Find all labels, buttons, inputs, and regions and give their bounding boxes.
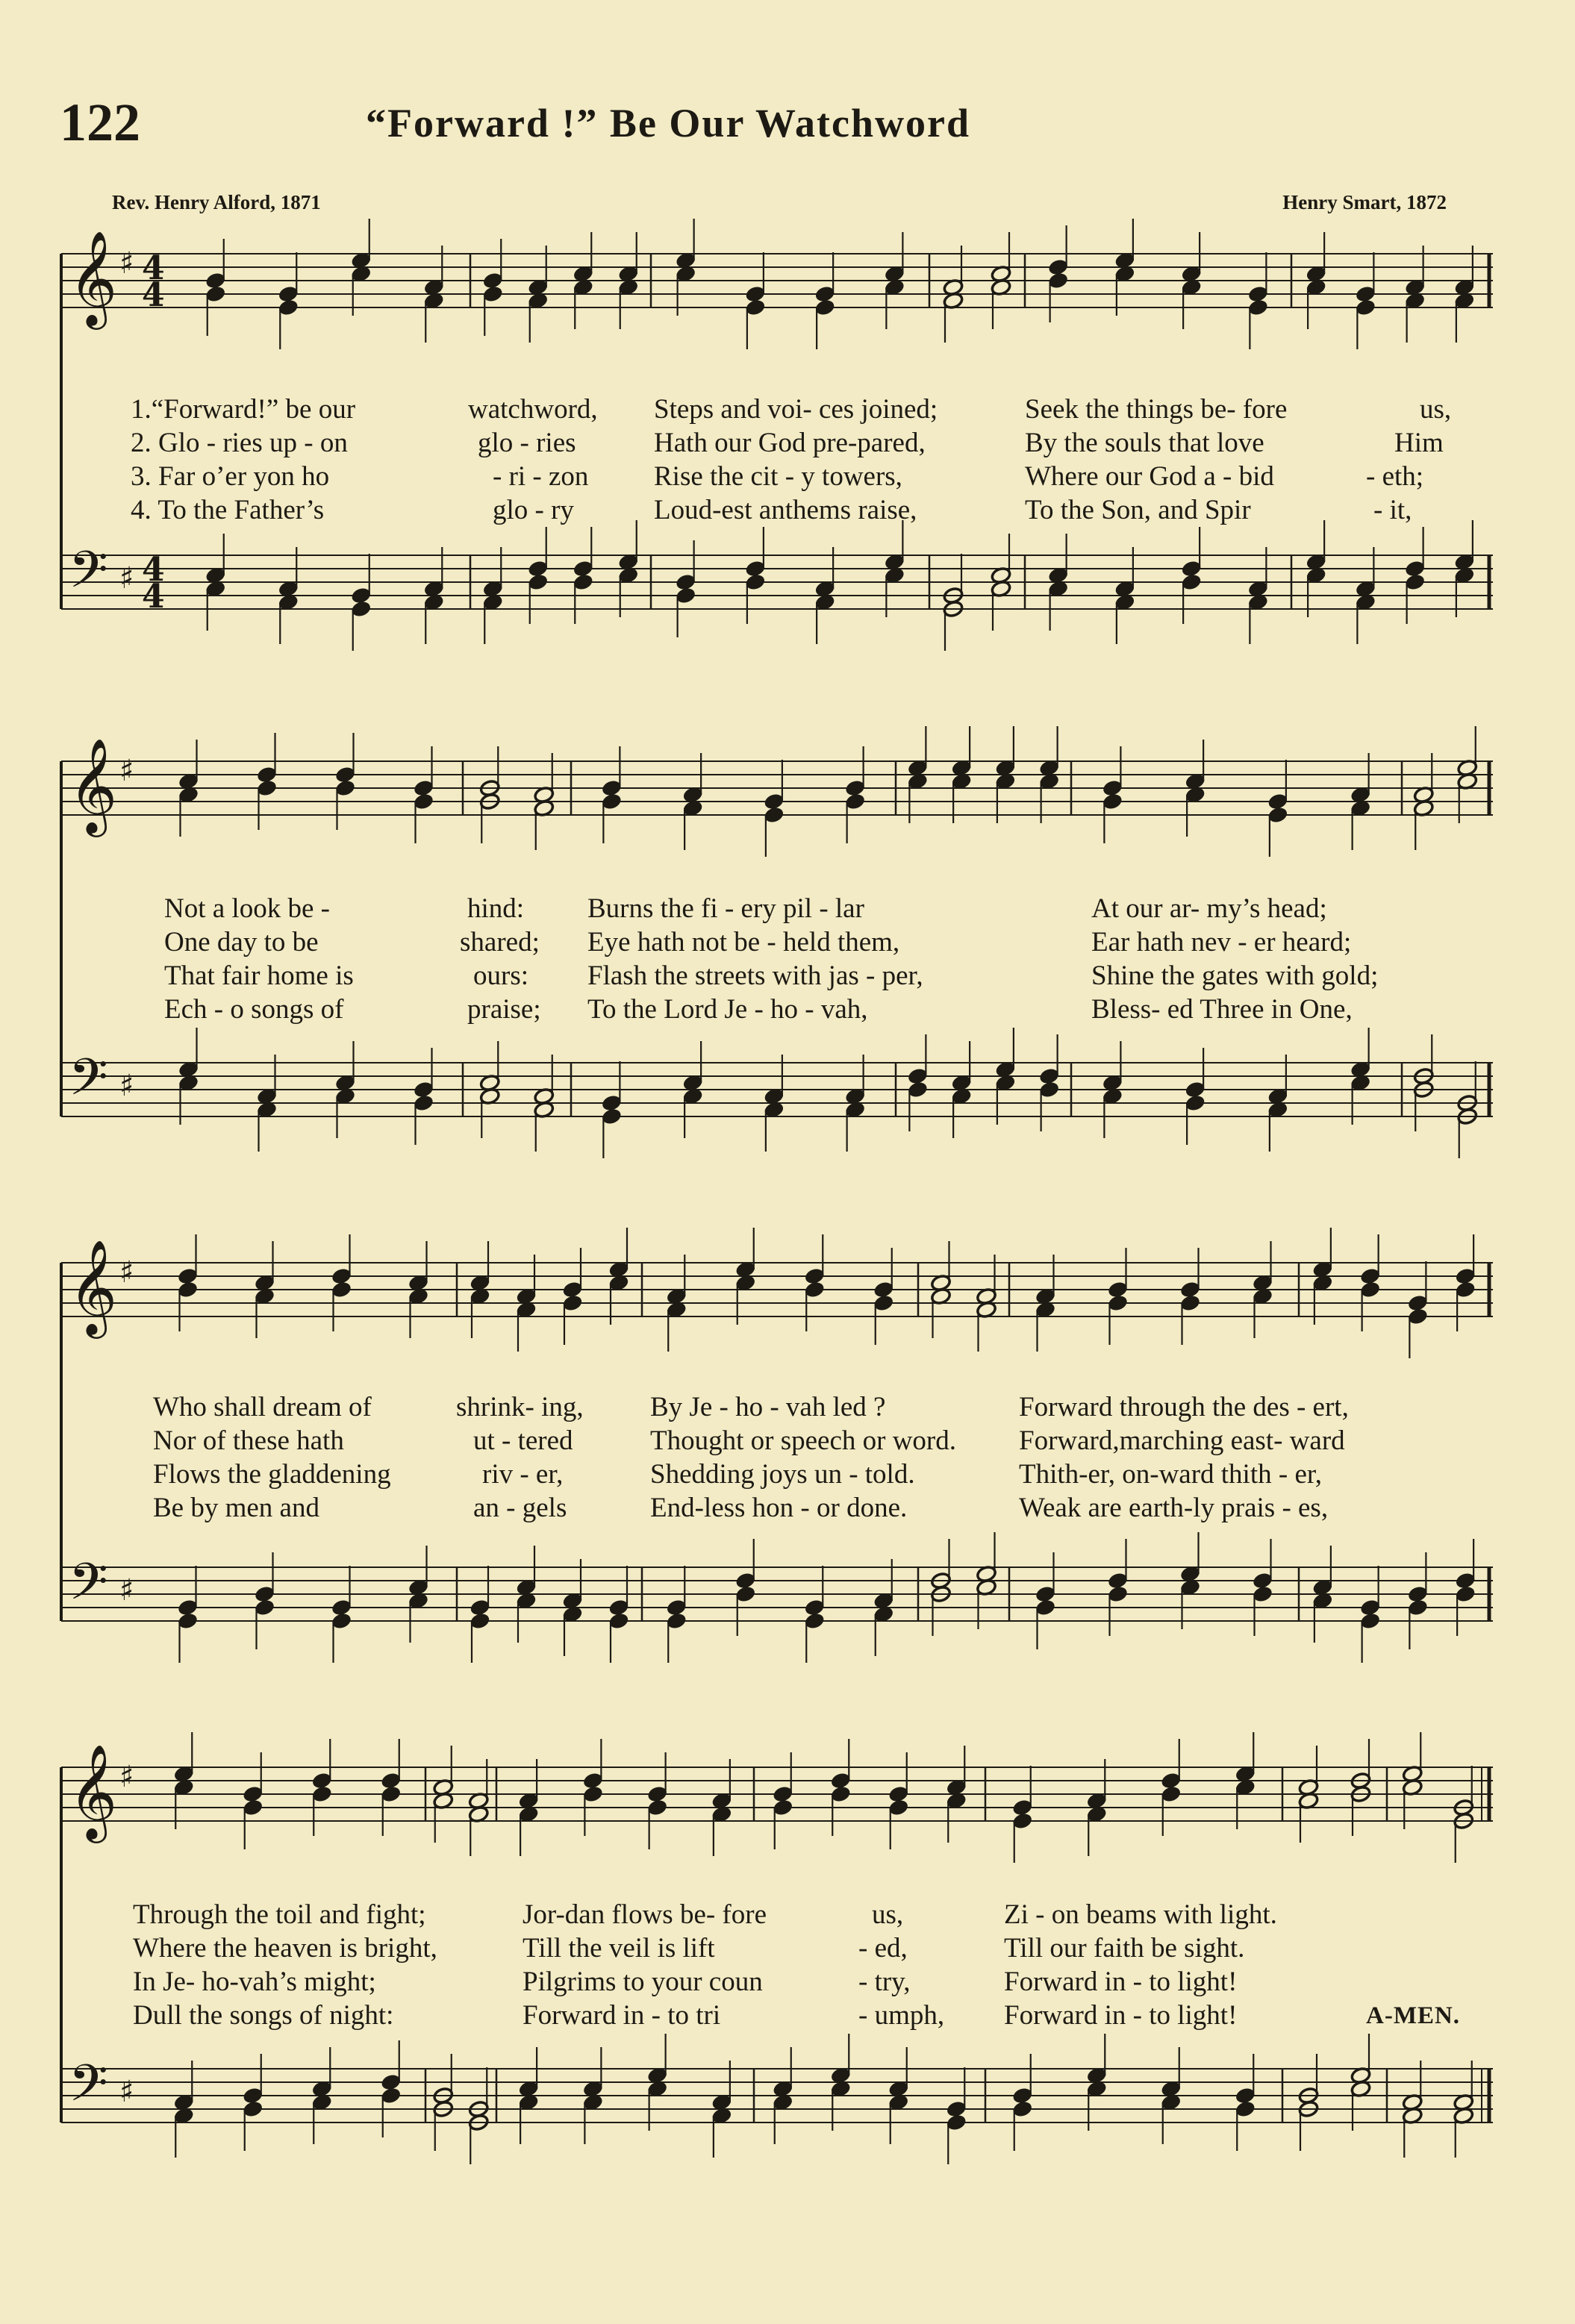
lyric-fragment: Forward in - to light! [1004,1967,1238,1997]
lyric-fragment: us, [1420,394,1452,425]
lyric-fragment: 4. To the Father’s [131,495,325,525]
lyric-fragment: us, [872,1899,904,1930]
lyric-fragment: At our ar- my’s head; [1091,893,1327,924]
hymn-title: “Forward !” Be Our Watchword [366,101,970,146]
time-signature: 4 [142,276,165,314]
lyric-fragment: Till our faith be sight. [1004,1933,1245,1964]
lyric-fragment: By the souls that love [1025,428,1264,458]
lyric-fragment: 3. Far o’er yon ho [131,461,330,492]
lyric-fragment: Till the veil is lift [523,1933,715,1964]
treble-clef-icon: 𝄞 [69,230,118,325]
lyric-fragment: - it, [1373,495,1412,525]
lyric-fragment: Forward,marching east- ward [1019,1425,1345,1456]
lyric-fragment: - umph, [858,2000,945,2031]
time-signature: 4 [142,578,165,616]
lyric-fragment: Seek the things be- fore [1025,394,1288,425]
lyric-fragment: Nor of these hath [153,1425,344,1456]
lyric-fragment: ut - tered [473,1425,573,1456]
hymn-number: 122 [60,93,140,152]
lyric-fragment: Where our God a - bid [1025,461,1274,492]
lyric-fragment: That fair home is [164,960,354,991]
lyric-fragment: To the Lord Je - ho - vah, [587,994,868,1025]
sharp-icon: ♯ [119,1255,134,1290]
lyric-verse-2 [0,1932,1575,1965]
lyric-fragment: Forward in - to tri [523,2000,721,2031]
sharp-icon: ♯ [119,1760,134,1794]
lyric-fragment: Pilgrims to your coun [523,1967,763,1997]
lyric-fragment: Bless- ed Three in One, [1091,994,1353,1025]
lyric-fragment: One day to be [164,927,319,958]
lyric-fragment: Loud-est anthems raise, [654,495,917,525]
lyric-fragment: praise; [467,994,541,1025]
lyric-verse-4 [0,1999,1575,2032]
lyric-fragment: Ear hath nev - er heard; [1091,927,1352,958]
lyric-fragment: Shedding joys un - told. [650,1459,915,1490]
lyric-fragment: Shine the gates with gold; [1091,960,1379,991]
bass-clef-icon: 𝄢 [69,541,108,612]
lyric-verse-3 [0,1966,1575,1999]
lyric-fragment: 2. Glo - ries up - on [131,428,348,458]
lyric-fragment: Rise the cit - y towers, [654,461,902,492]
lyric-fragment: shrink- ing, [456,1392,584,1422]
lyric-fragment: watchword, [468,394,598,425]
music-credit: Henry Smart, 1872 [1282,191,1447,213]
lyric-fragment: Flows the gladdening [153,1459,391,1490]
bass-clef-icon: 𝄢 [69,1049,108,1119]
bass-clef-icon: 𝄢 [69,2055,108,2125]
lyric-fragment: shared; [460,927,540,958]
lyric-fragment: By Je - ho - vah led ? [650,1392,886,1422]
lyric-fragment: - try, [858,1967,911,1997]
lyric-fragment: Flash the streets with jas - per, [587,960,923,991]
lyric-fragment: an - gels [473,1493,567,1523]
lyric-fragment: Him [1394,428,1444,458]
lyric-fragment: Dull the songs of night: [133,2000,394,2031]
lyric-fragment: Weak are earth-ly prais - es, [1019,1493,1329,1523]
time-signature: 4 [142,249,165,287]
words-credit: Rev. Henry Alford, 1871 [112,191,321,213]
lyric-fragment: Jor-dan flows be- fore [523,1899,767,1930]
sharp-icon: ♯ [119,1069,134,1103]
bass-clef-icon: 𝄢 [69,1553,108,1624]
lyric-fragment: Zi - on beams with light. [1004,1899,1277,1930]
time-signature: 4 [142,551,165,589]
lyric-fragment: riv - er, [482,1459,564,1490]
sharp-icon: ♯ [119,561,134,596]
lyric-fragment: - eth; [1366,461,1424,492]
sharp-icon: ♯ [119,754,134,788]
lyric-fragment: Steps and voi- ces joined; [654,394,938,425]
lyric-fragment: Thought or speech or word. [650,1425,956,1456]
lyric-fragment: - ed, [858,1933,908,1964]
sharp-icon: ♯ [119,2075,134,2109]
lyric-fragment: Hath our God pre-pared, [654,428,926,458]
lyric-fragment: Through the toil and fight; [133,1899,426,1930]
lyric-fragment: Ech - o songs of [164,994,344,1025]
lyric-fragment: Be by men and [153,1493,319,1523]
sharp-icon: ♯ [119,1573,134,1608]
lyric-verse-1 [0,1899,1575,1931]
lyric-fragment: Forward in - to light! [1004,2000,1238,2031]
lyric-fragment: ours: [473,960,528,991]
lyric-fragment: Burns the fi - ery pil - lar [587,893,864,924]
lyric-fragment: End-less hon - or done. [650,1493,908,1523]
lyric-fragment: glo - ries [478,428,576,458]
lyric-fragment: 1.“Forward!” be our [131,394,356,425]
lyric-fragment: Eye hath not be - held them, [587,927,900,958]
lyric-fragment: glo - ry [493,495,574,525]
lyric-fragment: In Je- ho-vah’s might; [133,1967,376,1997]
lyric-fragment: hind: [467,893,525,924]
sharp-icon: ♯ [119,246,134,281]
lyric-fragment: Who shall dream of [153,1392,372,1422]
amen-text: A-MEN. [1366,2002,1461,2029]
lyric-fragment: Forward through the des - ert, [1019,1392,1349,1422]
treble-clef-icon: 𝄞 [69,1239,118,1334]
treble-clef-icon: 𝄞 [69,737,118,833]
lyric-fragment: Thith-er, on-ward thith - er, [1019,1459,1322,1490]
lyric-fragment: Not a look be - [164,893,330,924]
lyric-fragment: Where the heaven is bright, [133,1933,437,1964]
treble-clef-icon: 𝄞 [69,1743,118,1839]
lyric-fragment: To the Son, and Spir [1025,495,1251,525]
lyric-fragment: - ri - zon [493,461,589,492]
